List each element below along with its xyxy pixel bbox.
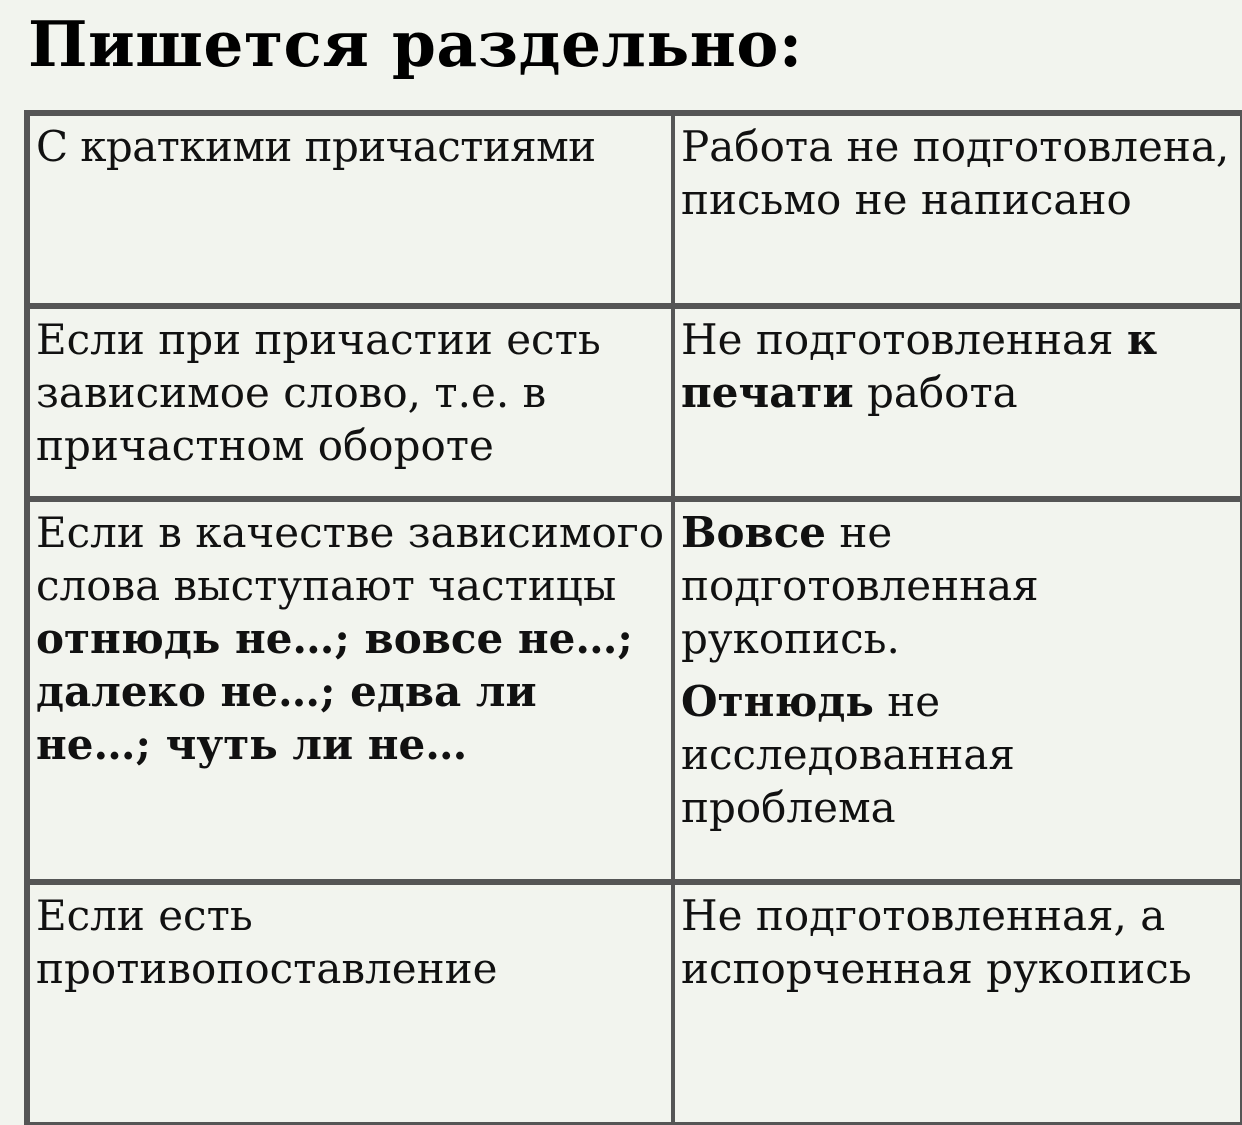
example-paragraph: [681, 675, 1234, 834]
table-row: [27, 882, 1242, 1122]
page-heading: Пишется раздельно:: [28, 7, 803, 81]
condition-text: Если есть противопоставление: [36, 891, 498, 993]
example-text-start: Не подготовленная: [681, 315, 1127, 364]
condition-text: Если в качестве зависимого слова выступают частицы: [36, 508, 665, 610]
example-text: не исследованная проблема: [681, 677, 1015, 832]
table-row: [27, 113, 1242, 306]
condition-cell: [27, 306, 673, 499]
example-particle: Отнюдь: [681, 677, 874, 726]
example-cell: [673, 499, 1242, 882]
rules-table: [24, 110, 1242, 1125]
example-particle: Вовсе: [681, 508, 826, 557]
example-dependent-word: к печати: [681, 315, 1158, 417]
condition-cell: [27, 113, 673, 306]
example-text: Не подготовленная, а испорченная рукопись: [681, 891, 1192, 993]
table-row: [27, 306, 1242, 499]
particles-list: отнюдь не…; вовсе не…; далеко не…; едва ли не…; чуть ли не…: [36, 614, 633, 769]
condition-text: Если при причастии есть зависимое слово, т.е. в причастном обороте: [36, 315, 601, 470]
example-cell: [673, 306, 1242, 499]
example-paragraph: [681, 506, 1234, 665]
example-cell: [673, 113, 1242, 306]
example-cell: [673, 882, 1242, 1122]
condition-cell: [27, 499, 673, 882]
condition-text: С краткими причастиями: [36, 122, 596, 171]
example-text-end: работа: [853, 368, 1018, 417]
table-row: [27, 499, 1242, 882]
example-text: Работа не подготовлена, письмо не написано: [681, 122, 1230, 224]
condition-cell: [27, 882, 673, 1122]
example-text: не подготовленная рукопись.: [681, 508, 1039, 663]
